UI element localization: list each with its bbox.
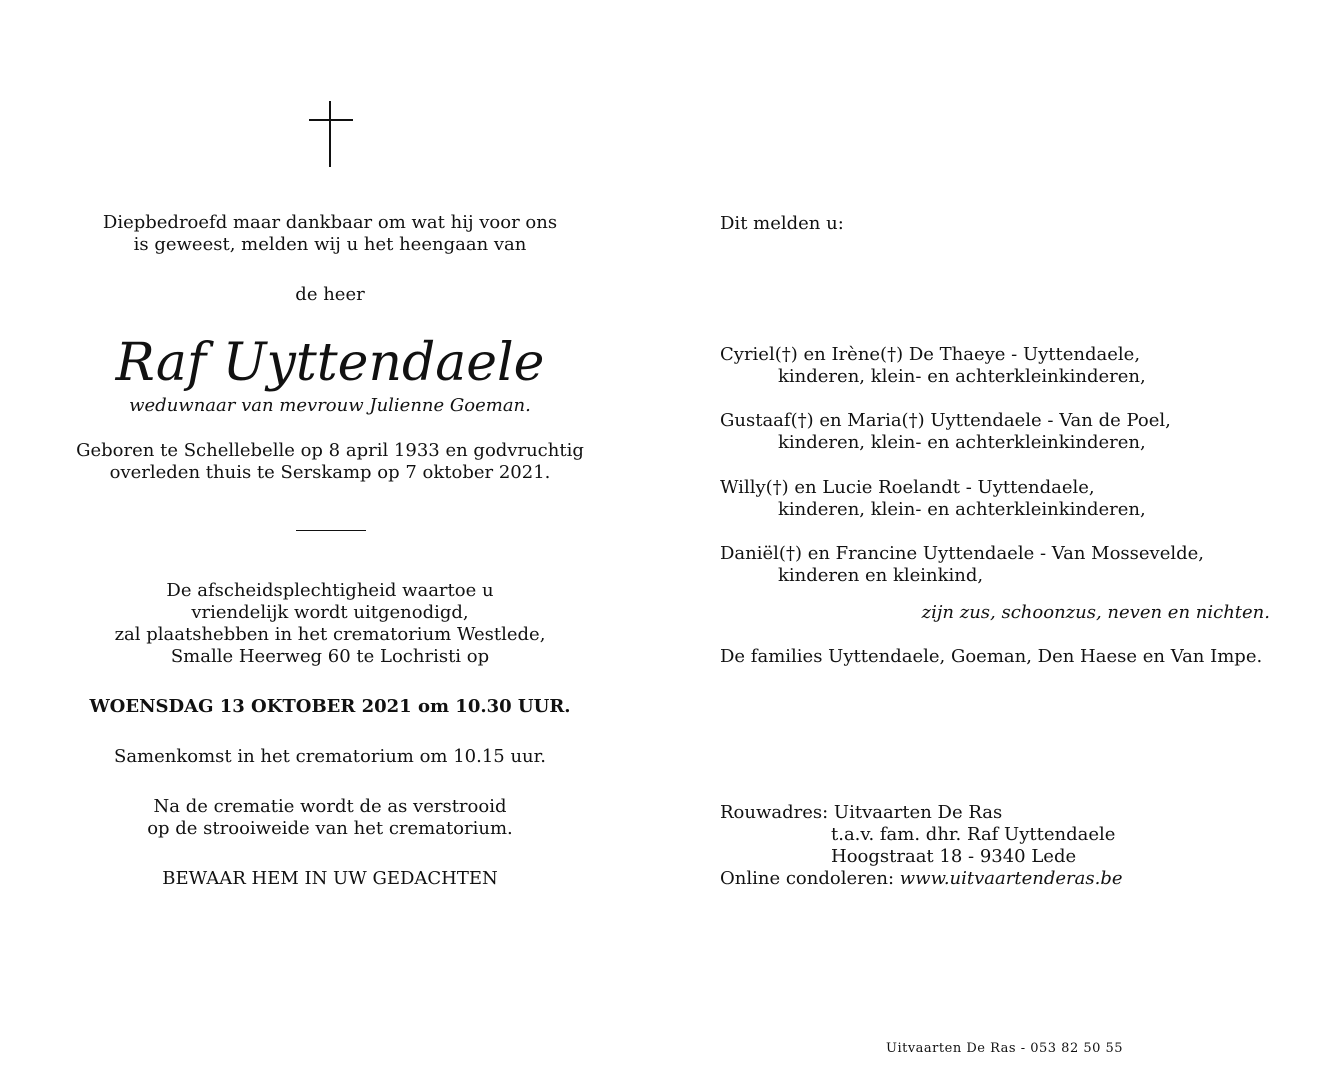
ceremony-line: De afscheidsplechtigheid waartoe u <box>166 580 494 601</box>
cross-icon <box>309 101 353 167</box>
family-main: Gustaaf(†) en Maria(†) Uyttendaele - Van de Poel, <box>720 410 1171 431</box>
mourning-address <box>720 802 1280 890</box>
cremation-line: Na de crematie wordt de as verstrooid <box>153 796 507 817</box>
siblings-line <box>720 602 1270 624</box>
ceremony-date <box>40 696 620 718</box>
ceremony-line: vriendelijk wordt uitgenodigd, <box>191 602 469 623</box>
motto <box>40 868 620 890</box>
online-condolences <box>720 868 1280 890</box>
cremation-info <box>40 796 620 840</box>
ceremony-info <box>40 580 620 668</box>
footer-contact: Uitvaarten De Ras - 053 82 50 55 <box>886 1041 1124 1056</box>
announce-heading <box>720 213 1280 235</box>
address-attention: t.a.v. fam. dhr. Raf Uyttendaele <box>831 824 1116 845</box>
family-sub: kinderen en kleinkind, <box>778 565 984 586</box>
family-main: Willy(†) en Lucie Roelandt - Uyttendaele, <box>720 477 1095 498</box>
family-sub: kinderen, klein- en achterkleinkinderen, <box>778 366 1146 387</box>
family-entry <box>720 477 1280 521</box>
address-label: Rouwadres: Uitvaarten De Ras <box>720 802 1003 823</box>
cremation-line: op de strooiweide van het crematorium. <box>147 818 513 839</box>
family-main: Cyriel(†) en Irène(†) De Thaeye - Uyttendaele, <box>720 344 1141 365</box>
motto-text: BEWAAR HEM IN UW GEDACHTEN <box>162 868 498 889</box>
widow-text: weduwnaar van mevrouw Julienne Goeman. <box>129 395 531 416</box>
ceremony-line: zal plaatshebben in het crematorium Westlede, <box>114 624 546 645</box>
families-line <box>720 646 1280 668</box>
ceremony-date-text: WOENSDAG 13 OKTOBER 2021 om 10.30 UUR. <box>89 696 571 717</box>
online-url-link[interactable]: www.uitvaartenderas.be <box>899 868 1123 889</box>
online-label: Online condoleren: <box>720 868 900 889</box>
intro-line: Diepbedroefd maar dankbaar om wat hij voor ons <box>102 212 558 233</box>
birth-line: Geboren te Schellebelle op 8 april 1933 en godvruchtig <box>76 440 584 461</box>
family-main: Daniël(†) en Francine Uyttendaele - Van Mossevelde, <box>720 543 1205 564</box>
intro-line: is geweest, melden wij u het heengaan van <box>133 234 527 255</box>
ceremony-line: Smalle Heerweg 60 te Lochristi op <box>170 646 490 667</box>
family-sub: kinderen, klein- en achterkleinkinderen, <box>778 432 1146 453</box>
death-line: overleden thuis te Serskamp op 7 oktober 2021. <box>109 462 551 483</box>
deceased-name: Raf Uyttendaele <box>115 333 545 393</box>
widow-note <box>40 395 620 417</box>
divider <box>296 530 366 531</box>
family-entry <box>720 344 1280 388</box>
honorific <box>40 284 620 306</box>
honorific-text: de heer <box>295 284 365 305</box>
announce-text: Dit melden u: <box>720 213 844 234</box>
gathering-text: Samenkomst in het crematorium om 10.15 uur. <box>113 746 547 767</box>
gathering-info <box>40 746 620 768</box>
family-sub: kinderen, klein- en achterkleinkinderen, <box>778 499 1146 520</box>
family-entry <box>720 410 1280 454</box>
address-street: Hoogstraat 18 - 9340 Lede <box>831 846 1077 867</box>
intro-text <box>40 212 620 256</box>
siblings-text: zijn zus, schoonzus, neven en nichten. <box>921 602 1270 623</box>
birth-death-info <box>40 440 620 484</box>
families-text: De families Uyttendaele, Goeman, Den Haese en Van Impe. <box>720 646 1263 667</box>
family-entry <box>720 543 1280 587</box>
